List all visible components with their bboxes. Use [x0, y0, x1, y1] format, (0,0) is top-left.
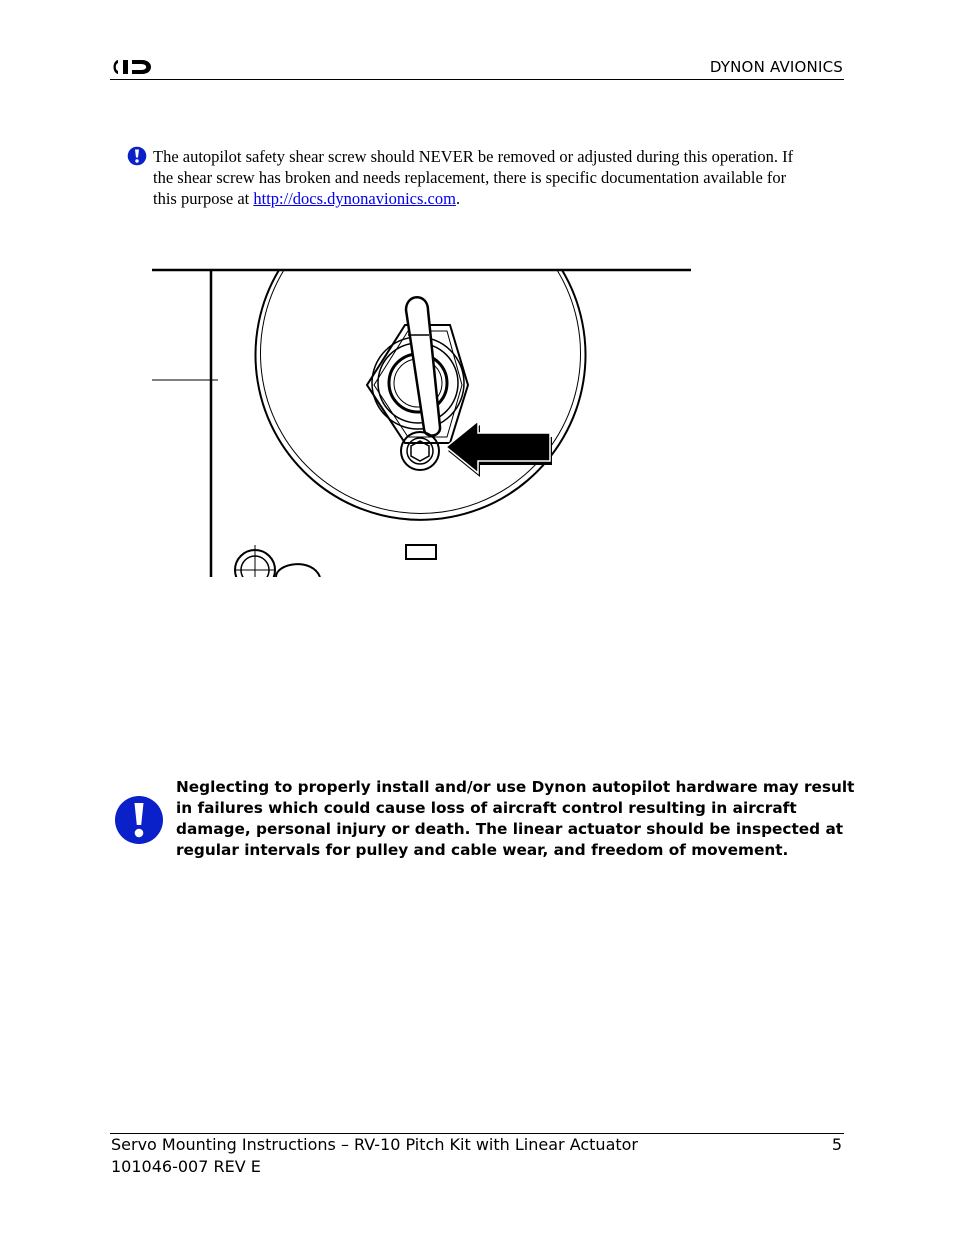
arrow-left-icon [446, 421, 552, 477]
shear-screw-note [153, 146, 803, 209]
footer-doc-number: 101046-007 REV E [111, 1157, 261, 1176]
exclamation-circle-icon [127, 146, 147, 166]
figure-fitting [276, 564, 320, 577]
page-number: 5 [831, 1135, 842, 1154]
servo-pulley-figure [150, 265, 695, 577]
note-text-before: The autopilot safety shear screw should NEVER be removed or adjusted during this operation. If the shear screw has broken and needs replacement, there is specific documentation available for this purpose at [153, 147, 794, 208]
dynon-logo-icon [110, 54, 156, 80]
note-text-after: . [455, 189, 461, 208]
figure-bottom-tab [406, 545, 436, 559]
exclamation-circle-icon [114, 795, 164, 845]
header-divider [110, 79, 844, 80]
header-brand: DYNON AVIONICS [709, 58, 843, 76]
figure-lever-arm [406, 297, 440, 435]
footer-title: Servo Mounting Instructions – RV-10 Pitch Kit with Linear Actuator [111, 1135, 639, 1154]
docs-link[interactable]: http://docs.dynonavionics.com [253, 189, 456, 208]
warning-text: Neglecting to properly install and/or use Dynon autopilot hardware may result in failures which could cause loss of aircraft control resulting in aircraft damage, personal injury or death. The linear actuator should be inspected at regular intervals for pulley and cable wear, and freedom of movement. [176, 778, 855, 859]
